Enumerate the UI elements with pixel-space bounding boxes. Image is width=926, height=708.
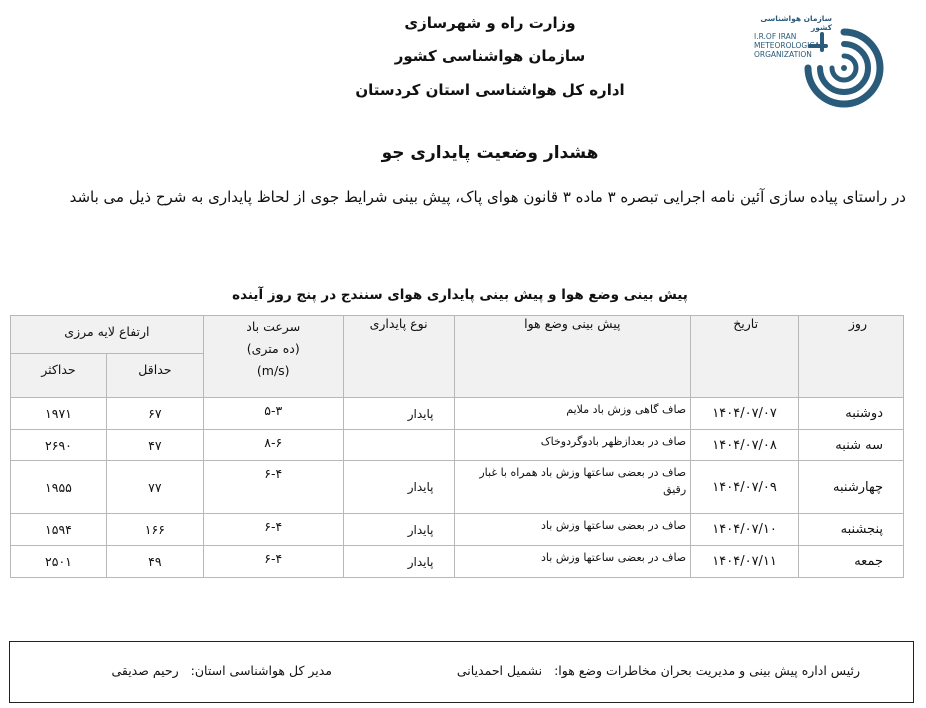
cell-stability: پایدار [343, 398, 454, 430]
meteorological-organization-logo [754, 14, 894, 114]
cell-weather: صاف در بعضی ساعتها وزش باد [454, 514, 691, 546]
cell-stability [343, 430, 454, 461]
logo-text-fa: سازمان هواشناسی کشور [760, 14, 832, 32]
cell-wind: ۶-۴ [203, 461, 343, 514]
cell-day: جمعه [799, 546, 904, 578]
cell-weather: صاف در بعضی ساعتها وزش باد همراه با غبار رقیق [454, 461, 691, 514]
table-row [11, 546, 904, 578]
document-title: هشدار وضعیت پایداری جو [381, 143, 599, 163]
table-body [11, 398, 904, 578]
cell-date: ۱۴۰۴/۰۷/۱۱ [691, 546, 799, 578]
ministry-name: وزارت راه و شهرسازی [404, 14, 576, 32]
logo-spiral-icon [804, 28, 884, 108]
cell-date: ۱۴۰۴/۰۷/۰۷ [691, 398, 799, 430]
cell-max: ۲۶۹۰ [11, 430, 107, 461]
cell-date: ۱۴۰۴/۰۷/۰۹ [691, 461, 799, 514]
cell-min: ۷۷ [106, 461, 203, 514]
cell-min: ۱۶۶ [106, 514, 203, 546]
cell-min: ۴۹ [106, 546, 203, 578]
organization-name: سازمان هواشناسی کشور [394, 47, 586, 65]
cell-weather: صاف گاهی وزش باد ملایم [454, 398, 691, 430]
header-max: حداکثر [11, 354, 107, 398]
header-day: روز [799, 316, 904, 398]
cell-wind: ۸-۶ [203, 430, 343, 461]
forecast-head-signature [457, 663, 860, 678]
forecast-head-name: نشمیل احمدیانی [456, 663, 543, 678]
cell-max: ۱۵۹۴ [11, 514, 107, 546]
cell-weather: صاف در بعدازظهر بادوگردوخاک [454, 430, 691, 461]
cell-max: ۱۹۷۱ [11, 398, 107, 430]
cell-day: پنجشنبه [799, 514, 904, 546]
director-name: رحیم صدیقی [111, 663, 179, 678]
forecast-table [10, 315, 904, 578]
cell-wind: ۶-۴ [203, 546, 343, 578]
table-header [11, 316, 904, 398]
table-row [11, 514, 904, 546]
table-row [11, 398, 904, 430]
cell-day: دوشنبه [799, 398, 904, 430]
director-title: مدیر کل هواشناسی استان: [190, 663, 332, 678]
header-mixing-height: ارتفاع لایه مرزی [11, 316, 204, 354]
header-stability: نوع پایداری [343, 316, 454, 398]
cell-wind: ۵-۳ [203, 398, 343, 430]
header-wind-speed [203, 316, 343, 398]
cell-min: ۴۷ [106, 430, 203, 461]
cell-day: چهارشنبه [799, 461, 904, 514]
header-min: حداقل [106, 354, 203, 398]
cell-weather: صاف در بعضی ساعتها وزش باد [454, 546, 691, 578]
cell-day: سه شنبه [799, 430, 904, 461]
header-date: تاریخ [691, 316, 799, 398]
table-caption: پیش بینی وضع هوا و پیش بینی پایداری هوای سنندج در پنج روز آینده [232, 287, 688, 303]
cell-stability: پایدار [343, 546, 454, 578]
header-wind-height: (ده متری) [246, 341, 300, 356]
logo-text-en-3: ORGANIZATION [754, 50, 812, 59]
cell-max: ۱۹۵۵ [11, 461, 107, 514]
forecast-head-title: رئیس اداره پیش بینی و مدیریت بحران مخاطرات وضع هوا: [554, 663, 860, 678]
table-row [11, 461, 904, 514]
cell-stability: پایدار [343, 461, 454, 514]
cell-date: ۱۴۰۴/۰۷/۱۰ [691, 514, 799, 546]
logo-text-en-1: I.R.OF IRAN [754, 32, 797, 41]
cell-date: ۱۴۰۴/۰۷/۰۸ [691, 430, 799, 461]
cell-max: ۲۵۰۱ [11, 546, 107, 578]
cell-min: ۶۷ [106, 398, 203, 430]
header-wind-unit: (m/s) [256, 363, 290, 378]
director-signature [111, 663, 332, 678]
table-row [11, 430, 904, 461]
logo-text-en-2: METEOROLOGICAL [754, 41, 824, 50]
department-name: اداره کل هواشناسی استان کردستان [355, 81, 625, 99]
cell-wind: ۶-۴ [203, 514, 343, 546]
intro-paragraph: در راستای پیاده سازی آئین نامه اجرایی تبصره ۳ ماده ۳ قانون هوای پاک، پیش بینی شرایط جوی از لحاظ پایداری به شرح ذیل می باشد [69, 188, 906, 206]
cell-stability: پایدار [343, 514, 454, 546]
header-weather: پیش بینی وضع هوا [454, 316, 691, 398]
header-wind-label: سرعت باد [246, 319, 301, 334]
